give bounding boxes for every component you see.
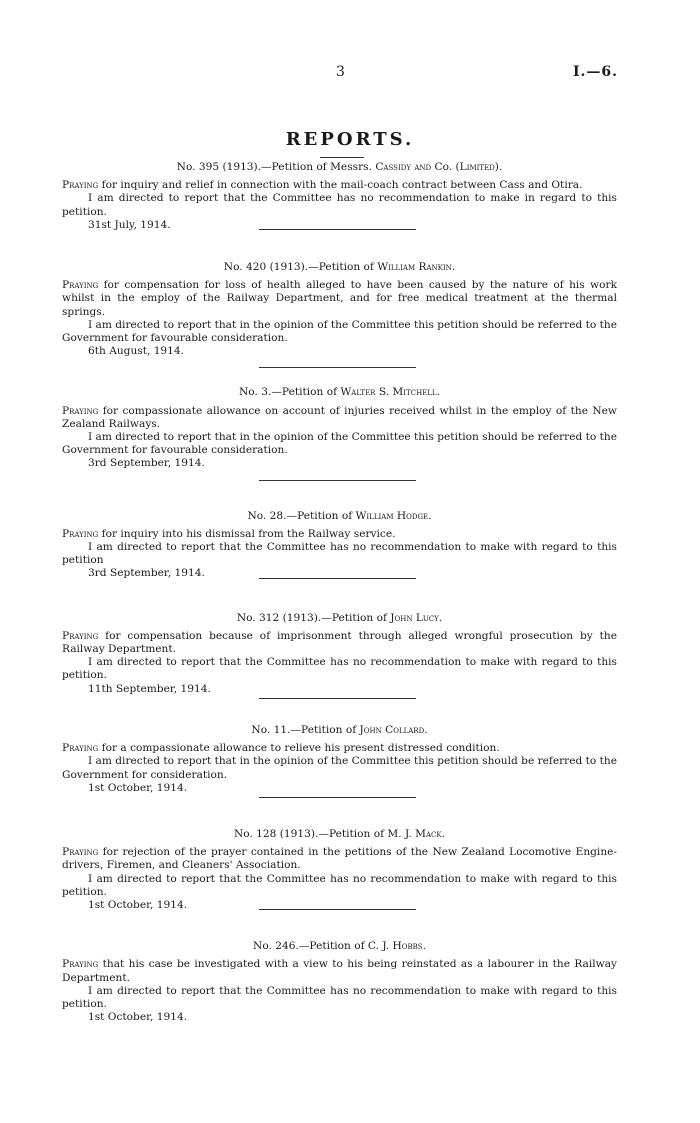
report-date: 3rd September, 1914. [88, 567, 205, 580]
petition-entry [62, 161, 617, 230]
petition-prayer: Praying for a compassionate allowance to relieve his present distressed condition. [62, 742, 500, 755]
committee-report: I am directed to report that in the opinion of the Committee this petition should be referred to the Government for favourable consideration. [62, 318, 618, 345]
committee-report: I am directed to report that in the opinion of the Committee this petition should be referred to the Government for favourable consideration. [62, 431, 618, 457]
report-date: 3rd September, 1914. [88, 457, 205, 470]
petition-prayer: Praying for inquiry and relief in connection with the mail-coach contract between Cass and Otira. [62, 179, 583, 192]
title-rule [320, 157, 364, 158]
committee-report: I am directed to report that the Committee has no recommendation to make with regard to this petition. [62, 656, 617, 682]
petition-heading: No. 128 (1913).—Petition of M. J. Mack. [233, 827, 446, 840]
petition-heading: No. 246.—Petition of C. J. Hobbs. [253, 940, 426, 953]
committee-report: I am directed to report that in the opinion of the Committee this petition should be referred to the Government for consideration. [62, 755, 618, 781]
petition-entry [62, 386, 617, 480]
page-header [0, 64, 700, 84]
petitioner-name: M. J. Mack [387, 827, 442, 840]
petition-prayer: Praying for rejection of the prayer contained in the petitions of the New Zealand Locomotive Engine-drivers, Firemen, and Cleaners' Association. [62, 846, 617, 872]
section-divider [259, 367, 416, 368]
petition-prayer: Praying for inquiry into his dismissal from the Railway service. [62, 527, 396, 540]
petition-heading: No. 395 (1913).—Petition of Messrs. Cassidy and Co. (Limited). [176, 161, 503, 173]
section-divider [259, 909, 416, 910]
report-date: 6th August, 1914. [88, 345, 185, 358]
petitioner-name: John Lucy [390, 611, 439, 624]
petition-heading: No. 28.—Petition of William Hodge. [247, 509, 432, 522]
petition-list [62, 161, 617, 1024]
petitioner-name: C. J. Hobbs [367, 940, 423, 953]
petition-entry [62, 261, 617, 368]
petition-heading: No. 11.—Petition of John Collard. [251, 723, 428, 736]
report-date: 11th September, 1914. [88, 682, 211, 695]
petition-heading: No. 3.—Petition of Walter S. Mitchell. [239, 386, 440, 399]
committee-report: I am directed to report that the Committee has no recommendation to make in regard to this petition. [62, 192, 617, 218]
petition-entry [62, 940, 617, 1024]
petition-prayer: Praying for compensation for loss of health alleged to have been caused by the nature of his work whilst in the employ of the Railway Department, and for free medical treatment at the thermal springs. [62, 279, 617, 318]
petition-entry [62, 612, 617, 699]
document-reference: I.—6. [572, 64, 618, 80]
petition-prayer: Praying that his case be investigated with a view to his being reinstated as a labourer in the Railway Department. [62, 958, 617, 984]
petition-entry [62, 510, 617, 579]
petitioner-name: John Collard [359, 723, 425, 736]
section-divider [259, 480, 416, 481]
petition-entry [62, 828, 617, 910]
report-date: 1st October, 1914. [88, 781, 188, 794]
petitioner-name: Walter S. Mitchell [340, 386, 437, 399]
petitioner-name: William Rankin [377, 261, 452, 274]
petition-heading: No. 312 (1913).—Petition of John Lucy. [236, 611, 443, 624]
petition-entry [62, 724, 617, 798]
page-number: 3 [336, 64, 345, 80]
report-date: 31st July, 1914. [88, 218, 171, 231]
section-divider [259, 797, 416, 798]
section-divider [259, 578, 416, 579]
committee-report: I am directed to report that the Committee has no recommendation to make with regard to this petition [62, 541, 617, 567]
petitioner-name: William Hodge [355, 509, 429, 522]
petition-prayer: Praying for compassionate allowance on account of injuries received whilst in the employ of the New Zealand Railways. [62, 404, 617, 430]
petition-heading: No. 420 (1913).—Petition of William Rankin. [223, 261, 456, 274]
report-date: 1st October, 1914. [88, 1011, 188, 1024]
section-divider [259, 229, 416, 230]
petition-prayer: Praying for compensation because of imprisonment through alleged wrongful prosecution by the Railway Department. [62, 629, 617, 656]
petitioner-name: Cassidy and [375, 161, 432, 173]
report-date: 1st October, 1914. [88, 898, 188, 911]
committee-report: I am directed to report that the Committee has no recommendation to make with regard to this petition. [62, 872, 617, 898]
page-title: REPORTS. [285, 129, 415, 150]
section-divider [259, 698, 416, 699]
committee-report: I am directed to report that the Committee has no recommendation to make with regard to this petition. [62, 984, 617, 1010]
